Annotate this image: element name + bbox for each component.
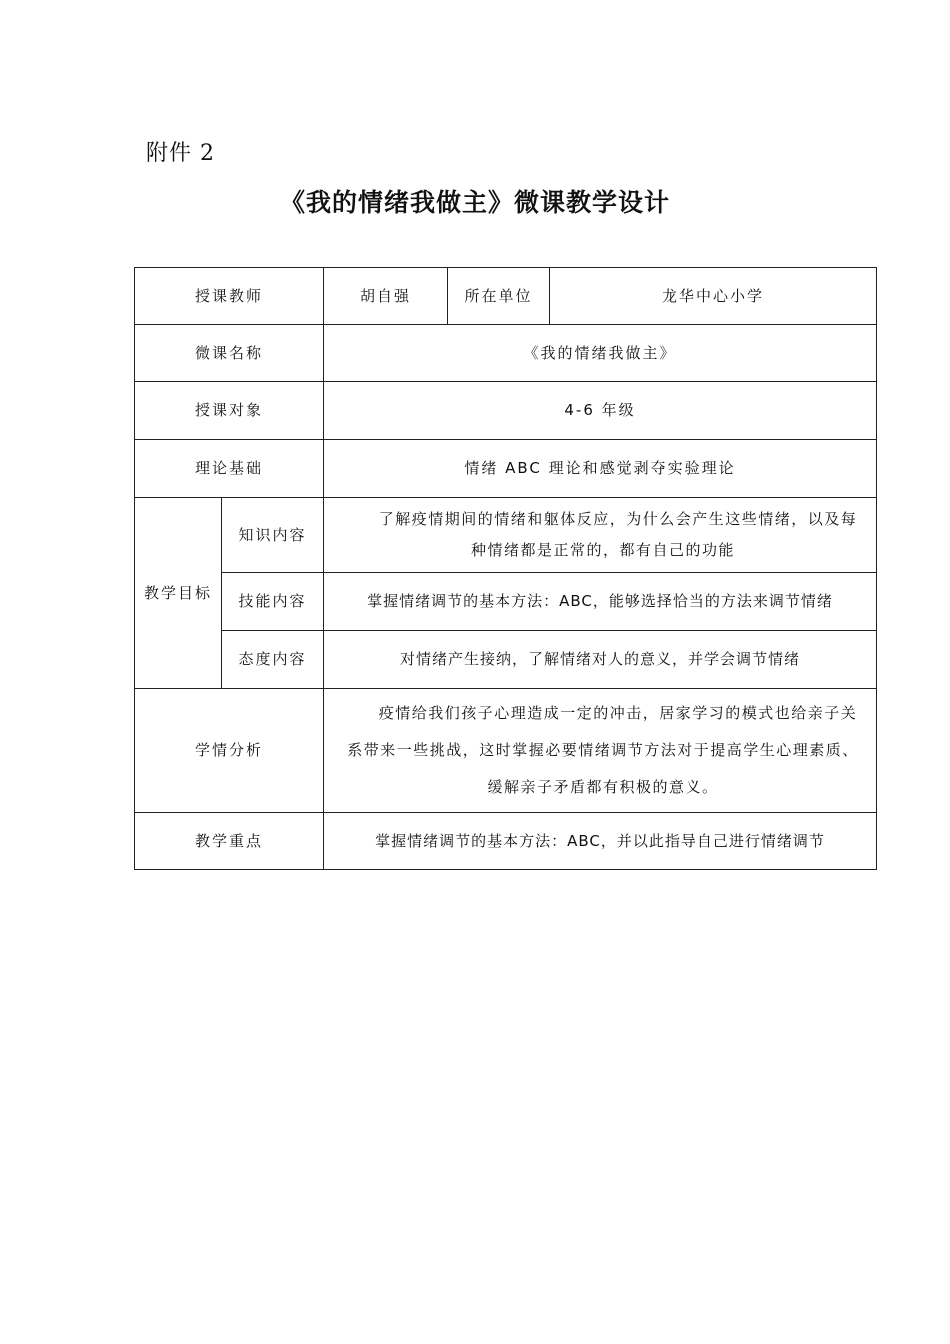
goal-skill-label: 技能内容 [222,573,324,631]
theory-value: 情绪 ABC 理论和感觉剥夺实验理论 [324,440,877,498]
focus-value: 掌握情绪调节的基本方法：ABC，并以此指导自己进行情绪调节 [324,813,877,870]
unit-label: 所在单位 [448,268,550,325]
course-name-label: 微课名称 [135,325,324,382]
theory-row [135,440,877,498]
document-title: 《我的情绪我做主》微课教学设计 [279,188,670,217]
goal-attitude-value: 对情绪产生接纳，了解情绪对人的意义，并学会调节情绪 [324,631,877,689]
analysis-value: 疫情给我们孩子心理造成一定的冲击，居家学习的模式也给亲子关系带来一些挑战，这时掌握必要情绪调节方法对于提高学生心理素质、缓解亲子矛盾都有积极的意义。 [324,689,877,813]
teacher-label: 授课教师 [135,268,324,325]
audience-value: 4-6 年级 [324,382,877,440]
lesson-design-table [134,267,877,870]
goal-knowledge-label: 知识内容 [222,498,324,573]
goal-attitude-row [135,631,877,689]
theory-label: 理论基础 [135,440,324,498]
unit-value: 龙华中心小学 [550,268,877,325]
teacher-value: 胡自强 [324,268,448,325]
goal-knowledge-value: 了解疫情期间的情绪和躯体反应，为什么会产生这些情绪，以及每种情绪都是正常的，都有自己的功能 [324,498,877,573]
goal-skill-row [135,573,877,631]
focus-row [135,813,877,870]
analysis-label: 学情分析 [135,689,324,813]
goal-skill-value: 掌握情绪调节的基本方法：ABC，能够选择恰当的方法来调节情绪 [324,573,877,631]
goals-label: 教学目标 [135,498,222,689]
analysis-row [135,689,877,813]
teacher-row [135,268,877,325]
audience-label: 授课对象 [135,382,324,440]
focus-label: 教学重点 [135,813,324,870]
goal-knowledge-row [135,498,877,573]
attachment-label: 附件 2 [146,141,215,166]
audience-row [135,382,877,440]
course-name-row [135,325,877,382]
course-name-value: 《我的情绪我做主》 [324,325,877,382]
goal-attitude-label: 态度内容 [222,631,324,689]
